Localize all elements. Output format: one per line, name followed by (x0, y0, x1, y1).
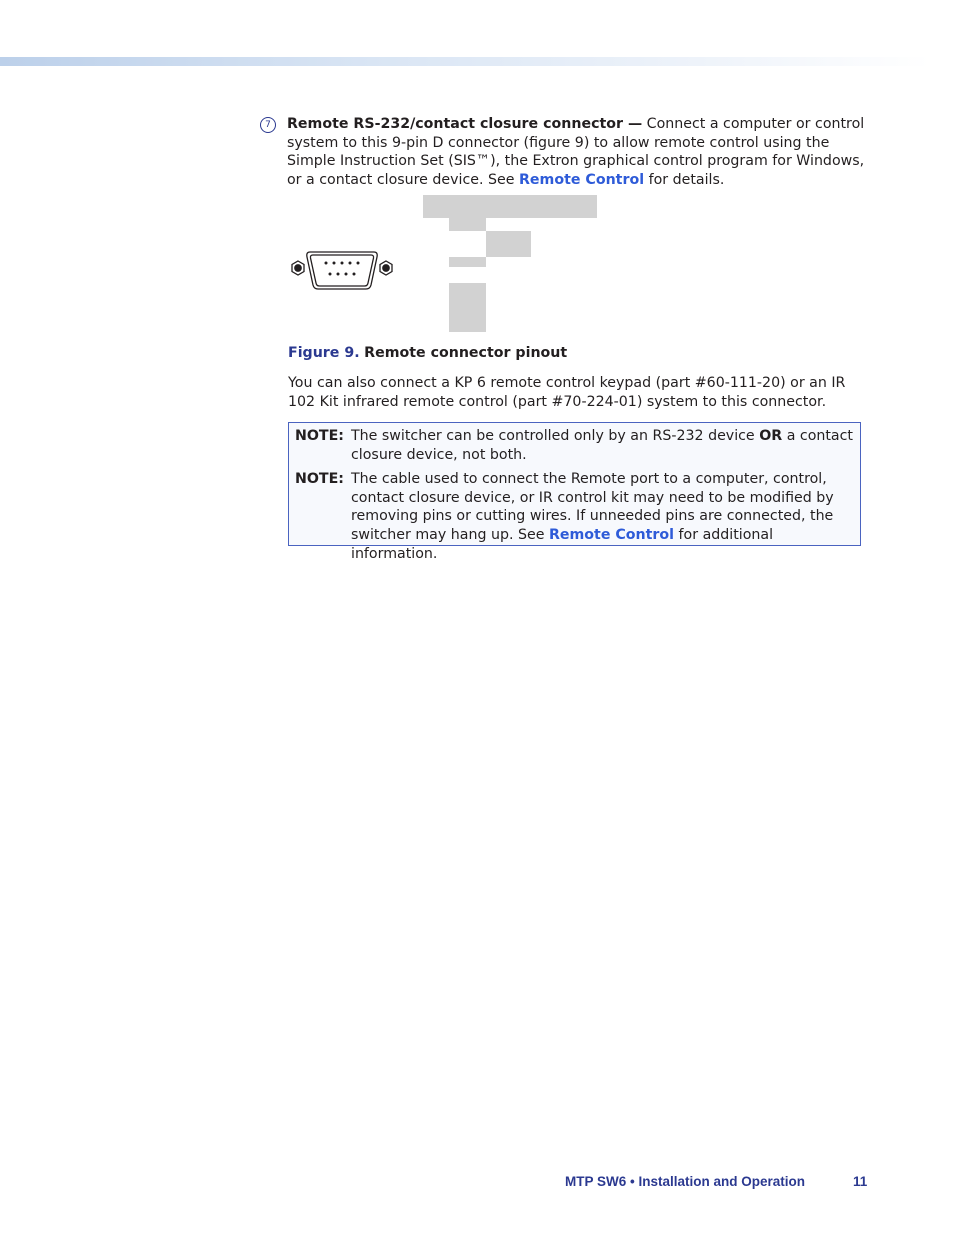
note-1 (295, 427, 855, 464)
item-description (287, 115, 865, 190)
note-text: for additional information. (351, 527, 774, 562)
header-band (0, 57, 930, 66)
note-body (351, 470, 855, 564)
item-number-badge: 7 (260, 117, 276, 133)
note-text: The cable used to connect the Remote port to a computer, control, contact closure device, or IR control kit may need to be modified by removing pins or cutting wires. If unneeded pins are connected, the switcher may hang up. See (351, 471, 834, 544)
figure-caption (288, 344, 567, 363)
item-text-before-link: Connect a computer or control system to this 9-pin D connector (figure 9) to allow remote control using the Simple Instruction Set (SIS™), the Extron graphical control program for Windows, or a contact closure device. See (287, 116, 865, 189)
note-bold-text: OR (759, 428, 783, 444)
item-heading: Remote RS-232/contact closure connector — (287, 116, 643, 132)
remote-connector-item (260, 115, 865, 190)
note-text: The switcher can be controlled only by an RS-232 device (351, 428, 760, 444)
pinout-cell-placeholder (449, 283, 486, 332)
pinout-cell-placeholder (449, 257, 486, 267)
note-box (288, 422, 861, 562)
item-text-after-link: for details. (644, 172, 725, 189)
note-label: NOTE: (295, 428, 344, 444)
figure-title: Remote connector pinout (364, 345, 568, 361)
pinout-header-placeholder (423, 195, 597, 218)
footer-title: MTP SW6 • Installation and Operation (565, 1174, 806, 1189)
db9-connector-icon (282, 248, 402, 298)
remote-control-link[interactable]: Remote Control (548, 527, 675, 544)
figure-connector-pinout (280, 195, 610, 335)
figure-label: Figure 9. (288, 345, 360, 361)
body-paragraph: You can also connect a KP 6 remote control keypad (part #60-111-20) or an IR 102 Kit infrared remote control (part #70-224-01) system to this connector. (288, 375, 846, 410)
pinout-cell-placeholder (449, 218, 486, 231)
remote-control-link[interactable]: Remote Control (519, 172, 645, 189)
note-2 (295, 470, 855, 564)
note-label: NOTE: (295, 471, 344, 487)
note-text: a contact closure device, not both. (351, 428, 853, 463)
note-body (351, 427, 855, 464)
pinout-cell-placeholder (486, 231, 531, 257)
page-number: 11 (853, 1174, 868, 1189)
